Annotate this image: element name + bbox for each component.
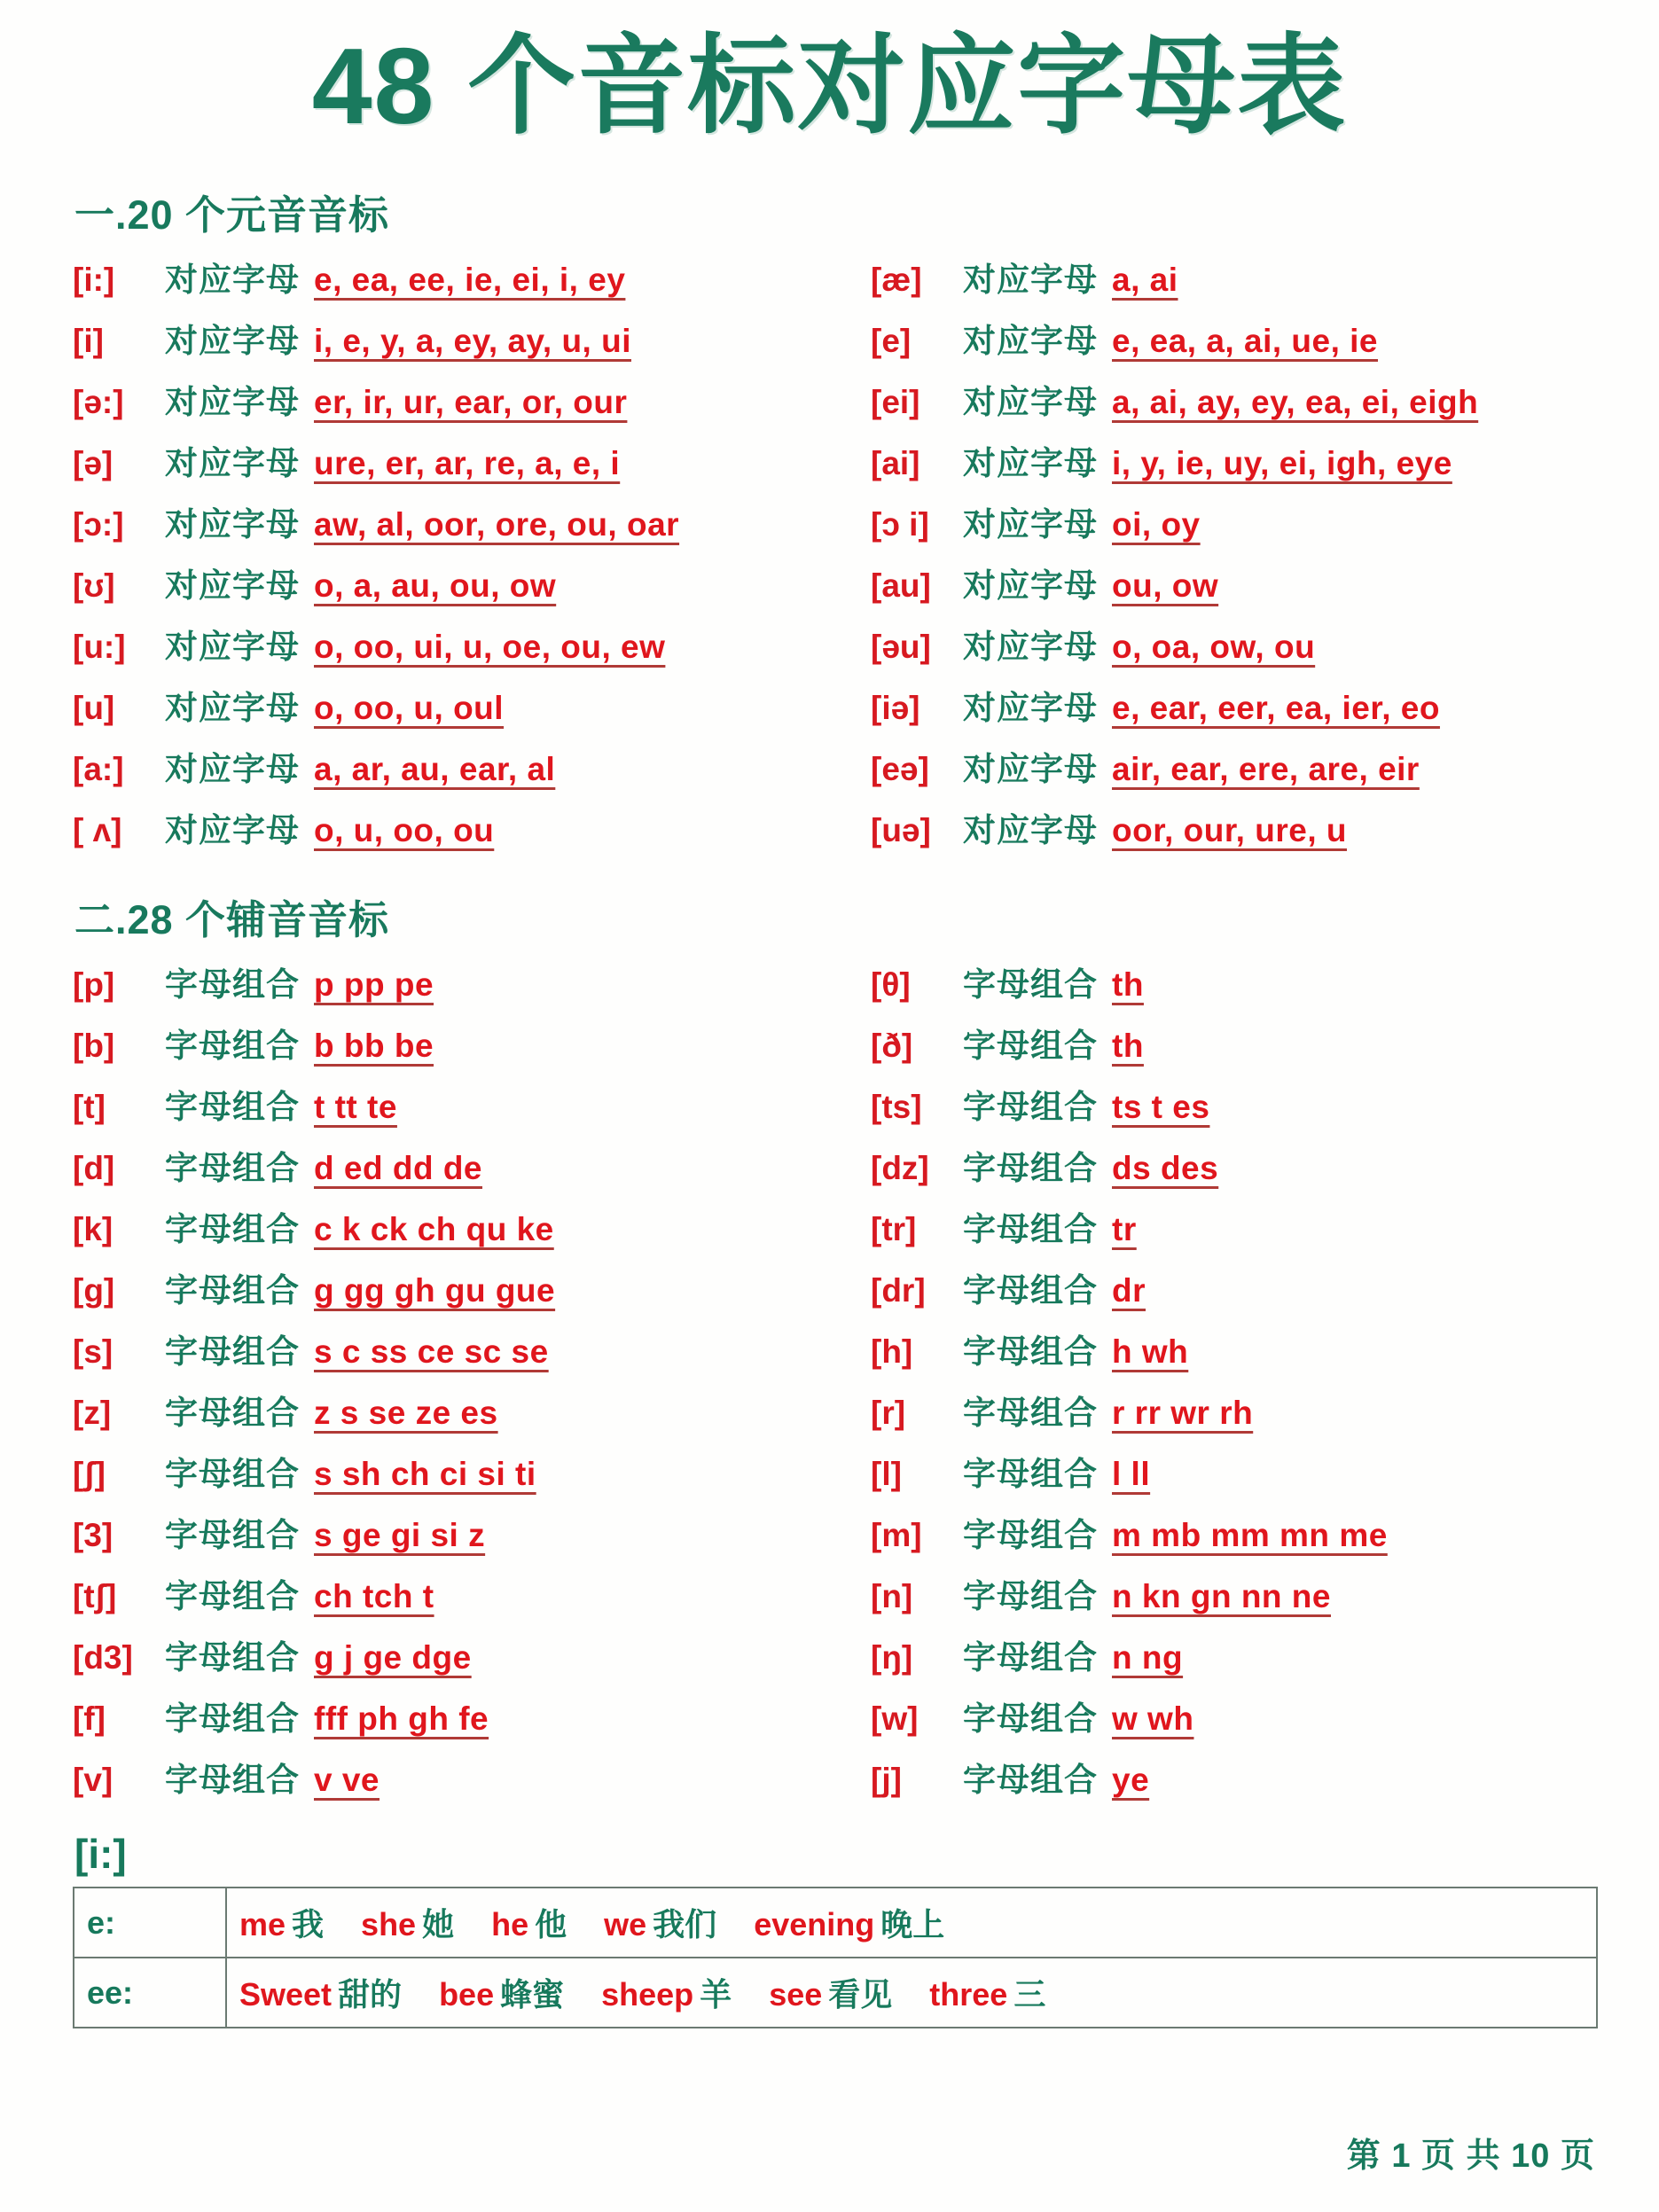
phoneme-letters: o, oo, u, oul [314, 690, 505, 726]
example-word-cn: 她 [422, 1906, 455, 1942]
example-word-cn: 看见 [828, 1976, 893, 2013]
phoneme-letters: ch tch t [314, 1578, 434, 1614]
phoneme-row-label: 字母组合 [165, 1150, 300, 1186]
example-word-en: sheep [601, 1976, 694, 2013]
example-word-cn: 甜的 [338, 1976, 403, 2013]
phoneme-row [73, 742, 853, 803]
phoneme-letters: c k ck ch qu ke [314, 1211, 554, 1247]
phoneme-letters: th [1112, 966, 1144, 1003]
phoneme-row [871, 1386, 1595, 1447]
phoneme-row [871, 253, 1595, 314]
phoneme-letters: er, ir, ur, ear, or, our [314, 384, 628, 420]
phoneme-row [871, 1080, 1595, 1141]
phoneme-row [73, 957, 853, 1019]
phoneme-letters: dr [1112, 1272, 1146, 1309]
phoneme-letters: a, ai, ay, ey, ea, ei, eigh [1112, 384, 1479, 420]
phoneme-symbol: [h] [871, 1333, 913, 1370]
phoneme-symbol: [e] [871, 323, 912, 359]
phoneme-symbol: [θ] [871, 966, 911, 1003]
phoneme-row-label: 对应字母 [963, 751, 1098, 787]
phoneme-row [871, 1569, 1595, 1630]
phoneme-symbol: [əu] [871, 629, 931, 665]
example-words-table [73, 1887, 1598, 2028]
phoneme-row-label: 字母组合 [963, 1333, 1098, 1370]
phoneme-symbol: [n] [871, 1578, 913, 1614]
example-word-cn: 我们 [653, 1906, 717, 1942]
phoneme-letters: oi, oy [1112, 506, 1201, 543]
phoneme-row-label: 对应字母 [963, 567, 1098, 604]
phoneme-letters: e, ea, ee, ie, ei, i, ey [314, 262, 626, 298]
vowels-section-heading: 一.20 个元音音标 [74, 192, 390, 238]
phoneme-letters: h wh [1112, 1333, 1189, 1370]
example-word [439, 1970, 564, 2015]
phoneme-row [871, 1692, 1595, 1753]
phoneme-symbol: [dr] [871, 1272, 926, 1309]
phoneme-symbol: [ʃ] [73, 1456, 106, 1492]
phoneme-symbol: [d] [73, 1150, 115, 1186]
example-word-en: evening [754, 1906, 875, 1942]
phoneme-row [73, 681, 853, 742]
example-word-en: Sweet [239, 1976, 333, 2013]
phoneme-symbol: [p] [73, 966, 115, 1003]
phoneme-row-label: 字母组合 [963, 1517, 1098, 1553]
example-words-cell [226, 1958, 1597, 2028]
phoneme-row [871, 559, 1595, 620]
example-word-cn: 羊 [700, 1976, 732, 2013]
phoneme-row [73, 559, 853, 620]
phoneme-row-label: 字母组合 [165, 966, 300, 1003]
phoneme-row-label: 字母组合 [963, 1456, 1098, 1492]
phoneme-row [73, 620, 853, 681]
phoneme-letters: p pp pe [314, 966, 434, 1003]
phoneme-letters: a, ar, au, ear, al [314, 751, 556, 787]
phoneme-symbol: [v] [73, 1762, 113, 1798]
phoneme-row [871, 1263, 1595, 1325]
phoneme-letters: ye [1112, 1762, 1150, 1798]
phoneme-symbol: [d3] [73, 1639, 133, 1676]
example-word-cn: 晚上 [880, 1906, 945, 1942]
phoneme-symbol: [ə] [73, 445, 113, 481]
phoneme-letters: o, oo, ui, u, oe, ou, ew [314, 629, 666, 665]
phoneme-letters: o, u, oo, ou [314, 812, 495, 848]
example-word [239, 1900, 324, 1945]
phoneme-row [871, 1325, 1595, 1386]
phoneme-letters: ou, ow [1112, 567, 1219, 604]
phoneme-symbol: [tr] [871, 1211, 917, 1247]
phoneme-row-label: 对应字母 [165, 445, 300, 481]
phoneme-row [871, 803, 1595, 864]
phoneme-row-label: 对应字母 [165, 384, 300, 420]
phoneme-row-label: 对应字母 [165, 629, 300, 665]
phoneme-row-label: 字母组合 [165, 1517, 300, 1553]
consonants-right-column [871, 957, 1595, 1814]
example-word [754, 1900, 944, 1945]
phoneme-letters: s ge gi si z [314, 1517, 486, 1553]
phoneme-symbol: [g] [73, 1272, 115, 1309]
phoneme-row [871, 314, 1595, 375]
example-word-cn: 他 [535, 1906, 567, 1942]
consonants-section-heading: 二.28 个辅音音标 [74, 897, 390, 942]
phoneme-symbol: [uə] [871, 812, 931, 848]
phoneme-letters: d ed dd de [314, 1150, 482, 1186]
vowels-left-column [73, 253, 853, 864]
phoneme-letters: t tt te [314, 1089, 397, 1125]
phoneme-symbol: [i] [73, 323, 104, 359]
phoneme-letters: ds des [1112, 1150, 1219, 1186]
phoneme-row [73, 1692, 853, 1753]
phoneme-symbol: [w] [871, 1700, 919, 1737]
phoneme-row [871, 1141, 1595, 1202]
example-word-en: see [769, 1976, 823, 2013]
phoneme-row [73, 1080, 853, 1141]
example-word-en: he [491, 1906, 529, 1942]
phoneme-row-label: 字母组合 [165, 1089, 300, 1125]
phoneme-row-label: 字母组合 [963, 1395, 1098, 1431]
phoneme-row-label: 对应字母 [165, 323, 300, 359]
phoneme-row [73, 497, 853, 559]
example-word [601, 1970, 732, 2015]
phoneme-row-label: 字母组合 [165, 1395, 300, 1431]
phoneme-symbol: [ə:] [73, 384, 124, 420]
phoneme-row [871, 957, 1595, 1019]
phoneme-symbol: [æ] [871, 262, 922, 298]
phoneme-letters: ure, er, ar, re, a, e, i [314, 445, 621, 481]
phoneme-row-label: 字母组合 [963, 1272, 1098, 1309]
example-word-en: me [239, 1906, 286, 1942]
spelling-key-cell: ee: [74, 1958, 226, 2028]
phoneme-symbol: [ei] [871, 384, 920, 420]
phoneme-row [871, 1202, 1595, 1263]
phoneme-letters: z s se ze es [314, 1395, 498, 1431]
phoneme-row [871, 742, 1595, 803]
spelling-key-cell: e: [74, 1888, 226, 1958]
phoneme-letters: aw, al, oor, ore, ou, oar [314, 506, 680, 543]
vowels-grid [73, 253, 1595, 864]
phoneme-row-label: 字母组合 [963, 1762, 1098, 1798]
phoneme-row [871, 436, 1595, 497]
example-word-en: we [604, 1906, 647, 1942]
phoneme-symbol: [3] [73, 1517, 113, 1553]
page-footer: 第 1 页 共 10 页 [1346, 2138, 1595, 2175]
vowels-right-column [871, 253, 1595, 864]
phoneme-row-label: 字母组合 [165, 1762, 300, 1798]
phoneme-row-label: 对应字母 [963, 323, 1098, 359]
phoneme-symbol: [ʊ] [73, 567, 115, 604]
phoneme-symbol: [iə] [871, 690, 920, 726]
phoneme-row [73, 1569, 853, 1630]
phoneme-row-label: 字母组合 [963, 1700, 1098, 1737]
table-row [74, 1888, 1597, 1958]
phoneme-row-label: 字母组合 [963, 1639, 1098, 1676]
phoneme-symbol: [r] [871, 1395, 906, 1431]
example-word-cn: 我 [292, 1906, 325, 1942]
phoneme-letters: b bb be [314, 1028, 434, 1064]
phoneme-symbol: [ɔ i] [871, 506, 929, 543]
phoneme-row [73, 1386, 853, 1447]
phoneme-row-label: 字母组合 [963, 1089, 1098, 1125]
phoneme-letters: w wh [1112, 1700, 1194, 1737]
consonants-left-column [73, 957, 853, 1814]
consonants-grid [73, 957, 1595, 1814]
phoneme-row-label: 字母组合 [165, 1578, 300, 1614]
example-word-en: she [361, 1906, 417, 1942]
phoneme-letters: fff ph gh fe [314, 1700, 489, 1737]
phoneme-symbol: [j] [871, 1762, 902, 1798]
phoneme-symbol: [f] [73, 1700, 106, 1737]
phoneme-letters: r rr wr rh [1112, 1395, 1254, 1431]
phoneme-symbol: [s] [73, 1333, 113, 1370]
phoneme-row [871, 375, 1595, 436]
phoneme-row-label: 对应字母 [165, 262, 300, 298]
phoneme-row-label: 字母组合 [165, 1639, 300, 1676]
example-word [239, 1970, 402, 2015]
phoneme-letters: v ve [314, 1762, 380, 1798]
phoneme-row [73, 1447, 853, 1508]
phoneme-letters: l ll [1112, 1456, 1151, 1492]
phoneme-row [73, 1325, 853, 1386]
phoneme-row-label: 字母组合 [165, 1211, 300, 1247]
phoneme-symbol: [ai] [871, 445, 920, 481]
phoneme-row-label: 字母组合 [963, 1211, 1098, 1247]
phoneme-letters: n kn gn nn ne [1112, 1578, 1331, 1614]
phoneme-row-label: 字母组合 [963, 1150, 1098, 1186]
phoneme-row-label: 对应字母 [963, 262, 1098, 298]
example-word-en: three [929, 1976, 1008, 2013]
example-word [769, 1970, 892, 2015]
phoneme-letters: e, ea, a, ai, ue, ie [1112, 323, 1379, 359]
phoneme-symbol: [au] [871, 567, 931, 604]
phoneme-symbol: [ɔ:] [73, 506, 124, 543]
phoneme-letters: s c ss ce sc se [314, 1333, 549, 1370]
phoneme-row [73, 803, 853, 864]
phoneme-letters: i, y, ie, uy, ei, igh, eye [1112, 445, 1452, 481]
phoneme-row-label: 字母组合 [165, 1456, 300, 1492]
phoneme-row-label: 字母组合 [165, 1028, 300, 1064]
example-words-cell [226, 1888, 1597, 1958]
phoneme-row [73, 375, 853, 436]
phoneme-row-label: 对应字母 [165, 506, 300, 543]
phoneme-letters: o, a, au, ou, ow [314, 567, 557, 604]
page-title: 48 个音标对应字母表 [311, 26, 1348, 146]
phoneme-symbol: [m] [871, 1517, 922, 1553]
phoneme-row-label: 对应字母 [963, 445, 1098, 481]
example-word [361, 1900, 454, 1945]
phoneme-letters: oor, our, ure, u [1112, 812, 1347, 848]
phoneme-row [73, 1630, 853, 1692]
phoneme-symbol: [ð] [871, 1028, 913, 1064]
phoneme-letters: th [1112, 1028, 1144, 1064]
phoneme-row [73, 1019, 853, 1080]
phoneme-symbol: [u] [73, 690, 115, 726]
phoneme-symbol: [tʃ] [73, 1578, 117, 1614]
phoneme-letters: o, oa, ow, ou [1112, 629, 1316, 665]
phoneme-row [871, 1753, 1595, 1814]
phoneme-row [73, 1508, 853, 1569]
examples-phoneme-caption: [i:] [74, 1831, 127, 1877]
phoneme-letters: a, ai [1112, 262, 1178, 298]
phoneme-letters: i, e, y, a, ey, ay, u, ui [314, 323, 631, 359]
example-word-cn: 三 [1013, 1976, 1046, 2013]
phoneme-symbol: [ts] [871, 1089, 922, 1125]
phoneme-row-label: 对应字母 [963, 690, 1098, 726]
example-word-en: bee [439, 1976, 495, 2013]
phoneme-symbol: [ŋ] [871, 1639, 913, 1676]
phoneme-row [871, 681, 1595, 742]
phoneme-row-label: 字母组合 [165, 1700, 300, 1737]
phoneme-row [73, 1753, 853, 1814]
phoneme-row-label: 对应字母 [165, 751, 300, 787]
phoneme-row [871, 620, 1595, 681]
phoneme-symbol: [i:] [73, 262, 115, 298]
phoneme-symbol: [t] [73, 1089, 106, 1125]
phoneme-symbol: [a:] [73, 751, 124, 787]
phoneme-row [73, 253, 853, 314]
phoneme-row-label: 对应字母 [963, 506, 1098, 543]
phoneme-symbol: [k] [73, 1211, 113, 1247]
phoneme-row-label: 字母组合 [963, 1578, 1098, 1614]
phoneme-row-label: 字母组合 [165, 1333, 300, 1370]
phoneme-row-label: 对应字母 [165, 690, 300, 726]
phoneme-row [73, 436, 853, 497]
phoneme-letters: air, ear, ere, are, eir [1112, 751, 1420, 787]
phoneme-symbol: [dz] [871, 1150, 929, 1186]
phoneme-letters: g gg gh gu gue [314, 1272, 556, 1309]
phoneme-letters: tr [1112, 1211, 1137, 1247]
phoneme-letters: n ng [1112, 1639, 1184, 1676]
phoneme-letters: ts t es [1112, 1089, 1210, 1125]
phoneme-symbol: [l] [871, 1456, 902, 1492]
phoneme-row [73, 1141, 853, 1202]
example-word [604, 1900, 716, 1945]
phoneme-row-label: 对应字母 [165, 567, 300, 604]
phoneme-symbol: [u:] [73, 629, 126, 665]
phoneme-letters: m mb mm mn me [1112, 1517, 1388, 1553]
example-word [491, 1900, 567, 1945]
phoneme-letters: s sh ch ci si ti [314, 1456, 536, 1492]
phoneme-letters: g j ge dge [314, 1639, 472, 1676]
phoneme-row [73, 1263, 853, 1325]
phoneme-row [871, 1447, 1595, 1508]
phoneme-row [871, 497, 1595, 559]
phoneme-row-label: 字母组合 [963, 966, 1098, 1003]
example-word-cn: 蜂蜜 [500, 1976, 565, 2013]
phoneme-row [871, 1630, 1595, 1692]
table-row [74, 1958, 1597, 2028]
phoneme-row-label: 对应字母 [963, 384, 1098, 420]
phoneme-row-label: 字母组合 [963, 1028, 1098, 1064]
phoneme-row-label: 对应字母 [963, 629, 1098, 665]
example-word [929, 1970, 1045, 2015]
phoneme-letters: e, ear, eer, ea, ier, eo [1112, 690, 1440, 726]
phoneme-row [871, 1508, 1595, 1569]
phoneme-row [73, 314, 853, 375]
phoneme-row-label: 对应字母 [963, 812, 1098, 848]
phoneme-row-label: 字母组合 [165, 1272, 300, 1309]
phoneme-row [871, 1019, 1595, 1080]
phoneme-row [73, 1202, 853, 1263]
phoneme-symbol: [ ʌ] [73, 812, 122, 848]
phoneme-row-label: 对应字母 [165, 812, 300, 848]
phoneme-symbol: [z] [73, 1395, 112, 1431]
phoneme-symbol: [eə] [871, 751, 929, 787]
phoneme-symbol: [b] [73, 1028, 115, 1064]
